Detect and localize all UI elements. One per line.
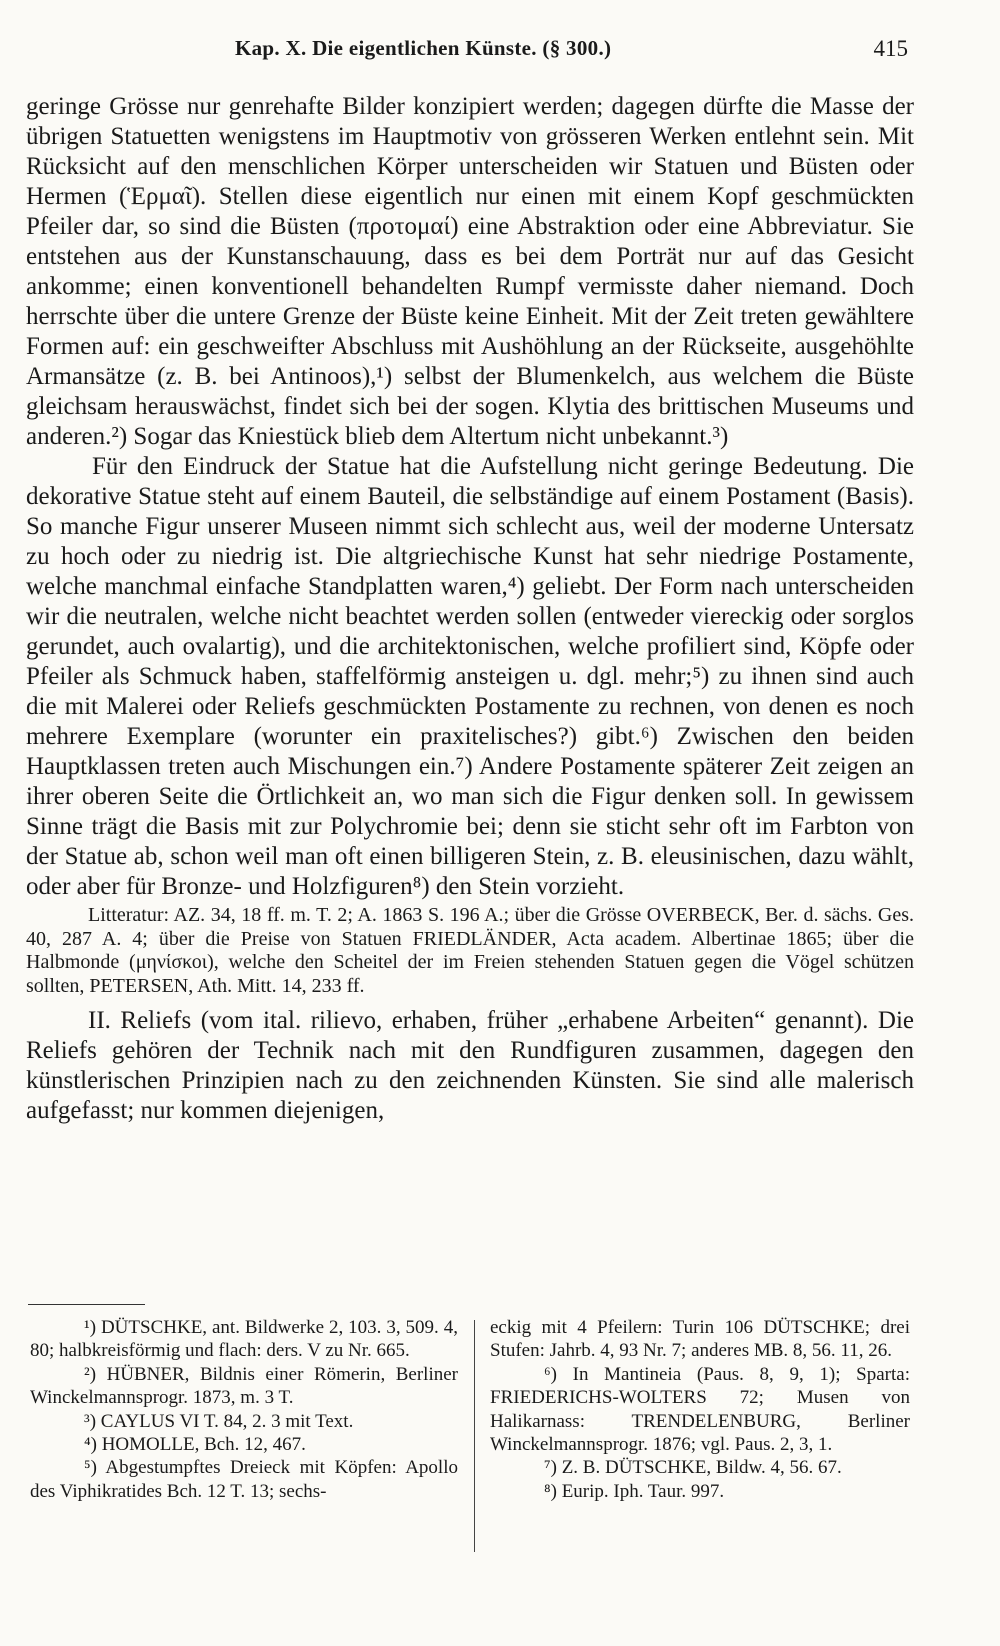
footnote-4: ⁴) HOMOLLE, Bch. 12, 467. bbox=[84, 1434, 306, 1456]
page-header bbox=[30, 36, 908, 66]
footnotes-left-column bbox=[30, 1316, 458, 1503]
footnote-1: ¹) DÜTSCHKE, ant. Bildwerke 2, 103. 3, 509. 4, 80; halbkreisförmig und flach: ders. V zu Nr. 665. bbox=[30, 1317, 458, 1362]
footnote-5-continued: eckig mit 4 Pfeilern: Turin 106 DÜTSCHKE; drei Stufen: Jahrb. 4, 93 Nr. 7; anderes MB. 8, 56. 11, 26. bbox=[490, 1317, 910, 1362]
footnote-6: ⁶) In Mantineia (Paus. 8, 9, 1); Sparta: FRIEDERICHS-WOLTERS 72; Musen von Halikarnass: TRENDELENBURG, Berliner Winckelmannsprogr. 1876; vgl. Paus. 2, 3, 1. bbox=[490, 1363, 910, 1456]
footnote-7: ⁷) Z. B. DÜTSCHKE, Bildw. 4, 56. 67. bbox=[544, 1457, 842, 1479]
footnote-5: ⁵) Abgestumpftes Dreieck mit Köpfen: Apollo des Viphikratides Bch. 12 T. 13; sechs- bbox=[30, 1457, 458, 1502]
footnote-8: ⁸) Eurip. Iph. Taur. 997. bbox=[544, 1480, 725, 1502]
page-number: 415 bbox=[873, 36, 908, 61]
footnote-rule bbox=[28, 1304, 145, 1305]
footnote-2: ²) HÜBNER, Bildnis einer Römerin, Berliner Winckelmannsprogr. 1873, m. 3 T. bbox=[30, 1363, 458, 1409]
main-text bbox=[26, 92, 914, 1126]
running-head: Kap. X. Die eigentlichen Künste. (§ 300.) bbox=[235, 36, 612, 60]
footnotes-right-column bbox=[490, 1316, 910, 1503]
paragraph-statues-busts: geringe Grösse nur genrehafte Bilder konzipiert werden; dagegen dürfte die Masse der übrigen Statuetten wenigstens im Hauptmotiv von grösseren Werken entlehnt sein. Mit Rücksicht auf den menschlichen Körper unterscheiden wir Statuen und Büsten oder Hermen (Ἑρμαῖ). Stellen diese eigentlich nur einen mit einem Kopf geschmückten Pfeiler dar, so sind die Büsten (προτομαί) eine Abstraktion oder eine Abbreviatur. Sie entstehen aus der Kunstanschauung, dass es bei dem Porträt nur auf das Gesicht ankomme; einen konventionell behandelten Rumpf vermisste daher niemand. Doch herrschte über die untere Grenze der Büste keine Einheit. Mit der Zeit treten gewähltere Formen auf: ein geschweifter Abschluss mit Aushöhlung an der Rückseite, ausgehöhlte Armansätze (z. B. bei Antinoos),¹) selbst der Blumenkelch, aus welchem die Büste gleichsam herauswächst, findet sich bei der sogen. Klytia des brittischen Museums und anderen.²) Sogar das Kniestück blieb dem Altertum nicht unbekannt.³) bbox=[26, 93, 914, 450]
footnotes bbox=[30, 1316, 910, 1616]
literature-note: Litteratur: AZ. 34, 18 ff. m. T. 2; A. 1863 S. 196 A.; über die Grösse OVERBECK, Ber. d. sächs. Ges. 40, 287 A. 4; über die Preise von Statuen FRIEDLÄNDER, Acta academ. Albertinae 1865; über die Halbmonde (μηνίσκοι), welche den Scheitel der im Freien stehenden Statuen gegen die Vögel schützen sollten, PETERSEN, Ath. Mitt. 14, 233 ff. bbox=[26, 904, 914, 997]
paragraph-postament: Für den Eindruck der Statue hat die Aufstellung nicht geringe Bedeutung. Die dekorative Statue steht auf einem Bauteil, die selbständige auf einem Postament (Basis). So manche Figur unserer Museen nimmt sich schlecht aus, weil der moderne Untersatz zu hoch oder zu niedrig ist. Die altgriechische Kunst hat sehr niedrige Postamente, welche manchmal einfache Standplatten waren,⁴) geliebt. Der Form nach unterscheiden wir die neutralen, welche nicht beachtet werden sollen (entweder viereckig oder sorglos gerundet, auch ovalartig), und die architektonischen, welche profiliert sind, Köpfe oder Pfeiler als Schmuck haben, staffelförmig ansteigen u. dgl. mehr;⁵) zu ihnen sind auch die mit Malerei oder Reliefs geschmückten Postamente zu rechnen, von denen es noch mehrere Exemplare (worunter ein praxitelisches?) gibt.⁶) Zwischen den beiden Hauptklassen treten auch Mischungen ein.⁷) Andere Postamente späterer Zeit zeigen an ihrer oberen Seite die Örtlichkeit an, wo man sich die Figur denken soll. In gewissem Sinne trägt die Basis mit zur Polychromie bei; denn sie sticht sehr oft im Farbton von der Statue ab, schon weil man oft einen billigeren Stein, z. B. eleusinischen, dazu wählt, oder aber für Bronze- und Holzfiguren⁸) den Stein vorzieht. bbox=[26, 453, 914, 900]
paragraph-reliefs: II. Reliefs (vom ital. rilievo, erhaben, früher „erhabene Arbeiten“ genannt). Die Reliefs gehören der Technik nach mit den Rundfiguren zusammen, dagegen den künstlerischen Prinzipien nach zu den zeichnenden Künsten. Sie sind alle malerisch aufgefasst; nur kommen diejenigen, bbox=[26, 1007, 914, 1124]
column-divider bbox=[474, 1320, 475, 1552]
footnote-3: ³) CAYLUS VI T. 84, 2. 3 mit Text. bbox=[84, 1410, 354, 1432]
